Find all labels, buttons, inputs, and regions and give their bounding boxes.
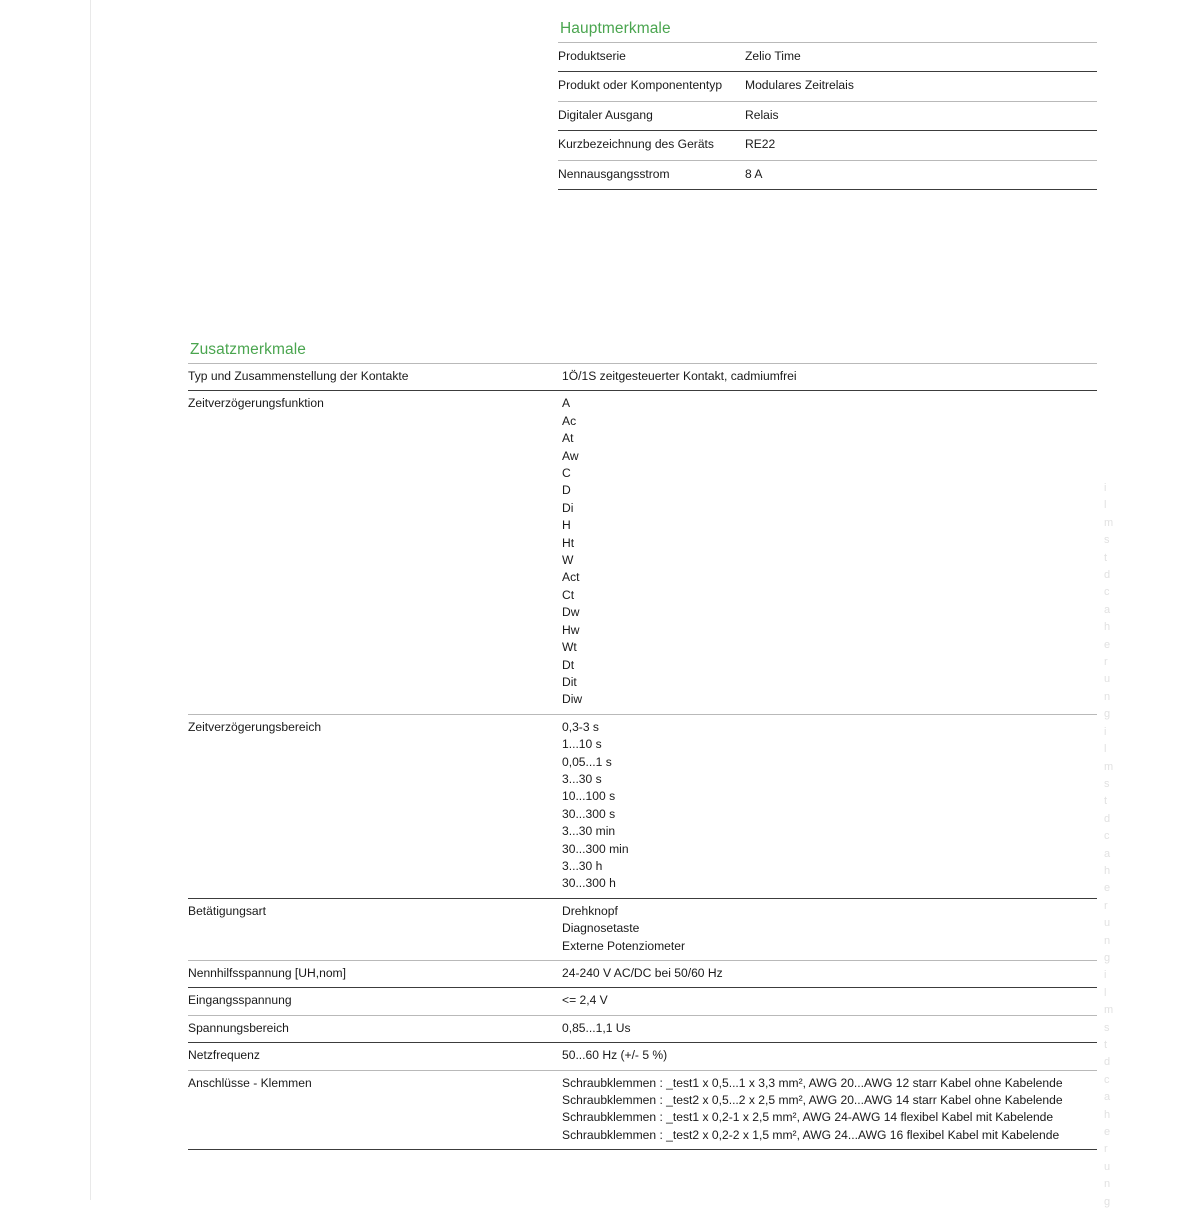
edge-bleed-line: l: [1104, 499, 1107, 512]
edge-bleed-line: m: [1104, 1004, 1114, 1017]
spec-value: [562, 1015, 1097, 1042]
edge-bleed-line: e: [1104, 638, 1111, 651]
section-heading-zusatzmerkmale: Zusatzmerkmale: [190, 341, 306, 358]
spec-value-line: Ct: [562, 587, 575, 602]
spec-value-line: Diagnosetaste: [562, 921, 640, 936]
edge-bleed-line: i: [1104, 725, 1107, 738]
spec-value-line: D: [562, 483, 571, 498]
edge-bleed-line: s: [1104, 777, 1110, 790]
table-row: [558, 101, 1097, 130]
edge-bleed-line: d: [1104, 1056, 1111, 1069]
spec-value-line: 30...300 min: [562, 841, 629, 856]
table-row: [558, 72, 1097, 101]
spec-value-line: Modulares Zeitrelais: [745, 78, 854, 93]
spec-value-line: Dw: [562, 605, 580, 620]
spec-value-line: Schraubklemmen : _test1 x 0,5...1 x 3,3 mm², AWG 20...AWG 12 starr Kabel ohne Kabelende: [562, 1075, 1063, 1090]
edge-bleed-line: s: [1104, 534, 1110, 547]
spec-label: Produkt oder Komponententyp: [558, 72, 745, 101]
edge-bleed-line: c: [1104, 830, 1110, 843]
spec-value: [562, 391, 1097, 714]
spec-label: Spannungsbereich: [188, 1015, 562, 1042]
edge-bleed-line: n: [1104, 690, 1111, 703]
spec-value-line: H: [562, 518, 571, 533]
section-zusatzmerkmale: [188, 340, 1097, 1150]
spec-value-line: Wt: [562, 640, 577, 655]
table-row: [188, 391, 1097, 714]
edge-bleed-line: g: [1104, 1195, 1111, 1208]
edge-bleed-line: a: [1104, 847, 1111, 860]
table-row: [188, 1043, 1097, 1070]
table-row: [188, 364, 1097, 391]
spec-value-line: Drehknopf: [562, 903, 618, 918]
spec-value: [562, 714, 1097, 898]
edge-bleed-line: l: [1104, 743, 1107, 756]
edge-bleed-line: a: [1104, 603, 1111, 616]
edge-bleed-line: n: [1104, 1178, 1111, 1191]
spec-value-line: Dt: [562, 657, 575, 672]
edge-bleed-line: g: [1104, 708, 1111, 721]
spec-value-line: Aw: [562, 448, 579, 463]
edge-bleed-line: r: [1104, 1143, 1108, 1156]
edge-bleed-line: e: [1104, 882, 1111, 895]
edge-bleed-line: c: [1104, 586, 1110, 599]
spec-value: [562, 1043, 1097, 1070]
spec-value-line: A: [562, 396, 571, 411]
spec-value: [745, 43, 1097, 72]
table-row: [558, 160, 1097, 189]
section-hauptmerkmale: [558, 19, 1097, 190]
edge-bleed-line: u: [1104, 917, 1111, 930]
table-row: [188, 1070, 1097, 1150]
spec-label: Anschlüsse - Klemmen: [188, 1070, 562, 1150]
spec-value: [745, 160, 1097, 189]
spec-value-line: <= 2,4 V: [562, 993, 608, 1008]
table-row: [188, 898, 1097, 960]
spec-value-line: Ac: [562, 413, 577, 428]
spec-value-line: Hw: [562, 622, 580, 637]
edge-bleed-line: t: [1104, 795, 1108, 808]
spec-value: [562, 988, 1097, 1015]
spec-label: Nennausgangsstrom: [558, 160, 745, 189]
edge-bleed-line: g: [1104, 951, 1111, 964]
spec-value-line: 50...60 Hz (+/- 5 %): [562, 1048, 668, 1063]
table-row: [188, 961, 1097, 988]
spec-value-line: 10...100 s: [562, 789, 616, 804]
edge-bleed-line: h: [1104, 621, 1111, 634]
spec-label: Netzfrequenz: [188, 1043, 562, 1070]
spec-value: [745, 72, 1097, 101]
spec-value-line: Externe Potenziometer: [562, 938, 686, 953]
spec-table-body: [558, 43, 1097, 190]
edge-bleed-line: r: [1104, 899, 1108, 912]
spec-table-hauptmerkmale: [558, 42, 1097, 190]
edge-bleed-line: e: [1104, 1126, 1111, 1139]
page-divider-rule: [90, 0, 91, 1200]
edge-bleed-line: h: [1104, 1108, 1111, 1121]
spec-value-line: Dit: [562, 674, 577, 689]
spec-value-line: 0,05...1 s: [562, 754, 612, 769]
spec-value-line: Ht: [562, 535, 575, 550]
edge-bleed-line: r: [1104, 656, 1108, 669]
spec-value: [562, 961, 1097, 988]
edge-bleed-line: m: [1104, 760, 1114, 773]
page-edge-bleed-artifact: [1104, 480, 1120, 1210]
spec-value-line: Di: [562, 500, 574, 515]
spec-value-line: 3...30 h: [562, 858, 603, 873]
spec-value-line: 0,85...1,1 Us: [562, 1020, 631, 1035]
edge-bleed-line: d: [1104, 569, 1111, 582]
spec-value-line: Schraubklemmen : _test2 x 0,5...2 x 2,5 mm², AWG 20...AWG 14 starr Kabel ohne Kabelende: [562, 1093, 1063, 1108]
spec-value-line: 3...30 s: [562, 771, 602, 786]
spec-value: [745, 101, 1097, 130]
spec-value-line: Schraubklemmen : _test2 x 0,2-2 x 1,5 mm², AWG 24...AWG 16 flexibel Kabel mit Kabelende: [562, 1127, 1060, 1142]
edge-bleed-line: c: [1104, 1073, 1110, 1086]
spec-value-line: Act: [562, 570, 580, 585]
spec-value-line: RE22: [745, 137, 776, 152]
edge-bleed-line: a: [1104, 1091, 1111, 1104]
table-row: [188, 988, 1097, 1015]
spec-table-zusatzmerkmale: [188, 363, 1097, 1150]
edge-bleed-line: l: [1104, 986, 1107, 999]
table-row: [188, 714, 1097, 898]
spec-value-line: 3...30 min: [562, 824, 616, 839]
spec-table-body: [188, 364, 1097, 1150]
edge-bleed-line: u: [1104, 673, 1111, 686]
spec-label: Digitaler Ausgang: [558, 101, 745, 130]
edge-bleed-line: h: [1104, 864, 1111, 877]
spec-value: [562, 1070, 1097, 1150]
edge-bleed-line: u: [1104, 1160, 1111, 1173]
edge-bleed-line: s: [1104, 1021, 1110, 1034]
spec-value: [745, 131, 1097, 160]
spec-value-line: 1Ö/1S zeitgesteuerter Kontakt, cadmiumfrei: [562, 369, 797, 383]
spec-label: Zeitverzögerungsfunktion: [188, 391, 562, 714]
spec-value: [562, 364, 1097, 391]
section-heading-hauptmerkmale: Hauptmerkmale: [560, 20, 671, 37]
spec-value-line: 0,3-3 s: [562, 719, 599, 734]
spec-label: Eingangsspannung: [188, 988, 562, 1015]
spec-value-line: 30...300 h: [562, 876, 616, 891]
spec-value-line: 8 A: [745, 166, 763, 181]
table-row: [188, 1015, 1097, 1042]
spec-label: Typ und Zusammenstellung der Kontakte: [188, 364, 562, 391]
spec-value-line: C: [562, 466, 571, 481]
spec-label: Nennhilfsspannung [UH,nom]: [188, 961, 562, 988]
table-row: [558, 131, 1097, 160]
edge-bleed-line: n: [1104, 934, 1111, 947]
spec-value: [562, 898, 1097, 960]
spec-value-line: 30...300 s: [562, 806, 616, 821]
spec-value-line: 1...10 s: [562, 737, 602, 752]
edge-bleed-line: i: [1104, 969, 1107, 982]
spec-value-line: 24-240 V AC/DC bei 50/60 Hz: [562, 966, 723, 980]
spec-value-line: Diw: [562, 692, 583, 707]
edge-bleed-line: m: [1104, 516, 1114, 529]
spec-value-line: Schraubklemmen : _test1 x 0,2-1 x 2,5 mm², AWG 24-AWG 14 flexibel Kabel mit Kabelende: [562, 1110, 1054, 1125]
table-row: [558, 43, 1097, 72]
edge-bleed-line: i: [1104, 482, 1107, 494]
edge-bleed-line: t: [1104, 1039, 1108, 1051]
spec-value-line: W: [562, 553, 574, 568]
spec-value-line: Zelio Time: [745, 49, 801, 63]
spec-label: Produktserie: [558, 43, 745, 72]
spec-value-line: Relais: [745, 107, 779, 122]
spec-label: Betätigungsart: [188, 898, 562, 960]
spec-label: Kurzbezeichnung des Geräts: [558, 131, 745, 160]
spec-value-line: At: [562, 431, 574, 446]
spec-label: Zeitverzögerungsbereich: [188, 714, 562, 898]
edge-bleed-line: d: [1104, 812, 1111, 825]
edge-bleed-line: t: [1104, 551, 1108, 564]
